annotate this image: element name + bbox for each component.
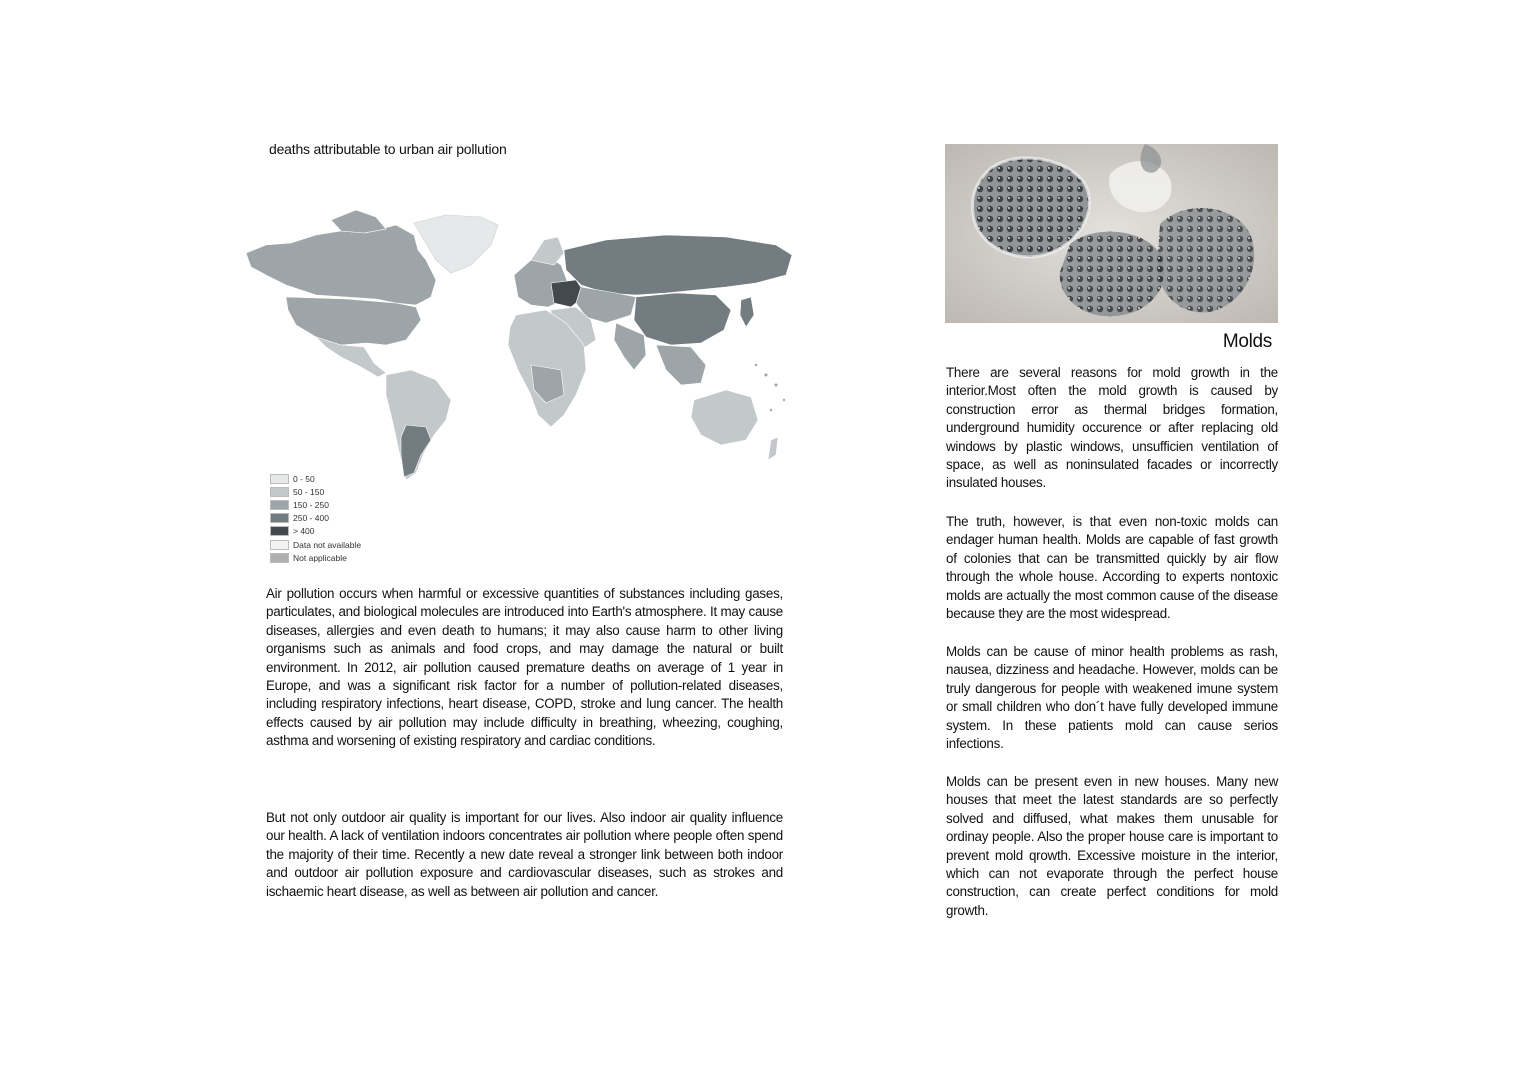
legend-swatch — [270, 513, 289, 523]
legend-label: Data not available — [293, 539, 362, 550]
map-china — [634, 293, 731, 345]
legend-item — [270, 512, 361, 525]
legend-item — [270, 498, 361, 511]
right-paragraph-2: The truth, however, is that even non-toxic molds can endager human health. Molds are capable of fast growth of colonies that can be transmitted quickly by air flow through the whole house. According to experts nontoxic molds are actually the most common cause of the disease because they are the most widespread. — [946, 514, 1278, 622]
world-map — [246, 205, 792, 490]
right-paragraph-3: Molds can be cause of minor health problems as rash, nausea, dizziness and headache. However, molds can be truly dangerous for people with weakened imune system or small children who don´t have fully developed immune system. In these patients mold can cause serios infections. — [946, 644, 1278, 752]
left-paragraph-2: But not only outdoor air quality is important for our lives. Also indoor air quality influence our health. A lack of ventilation indoors concentrates air pollution where people often spend the majority of their time. Recently a new date reveal a stronger link between both indoor and outdoor air pollution exposure and cardiovascular diseases, such as strokes and ischaemic heart disease, as well as between air pollution and cancer. — [266, 810, 783, 899]
map-japan — [740, 297, 754, 327]
map-legend — [270, 472, 361, 564]
left-paragraph-1: Air pollution occurs when harmful or excessive quantities of substances including gases, particulates, and biological molecules are introduced into Earth's atmosphere. It may cause diseases, allergies and even death to humans; it may also cause harm to other living organisms such as animals and food crops, and may damage the natural or built environment. In 2012, air pollution caused premature deaths on average of 1 year in Europe, and was a significant risk factor for a number of pollution-related diseases, including respiratory infections, heart disease, COPD, stroke and lung cancer. The health effects caused by air pollution may include difficulty in breathing, wheezing, coughing, asthma and worsening of existing respiratory and cardiac conditions. — [266, 586, 783, 749]
legend-label: 150 - 250 — [293, 499, 329, 510]
map-arctic-islands — [331, 210, 386, 233]
mold-photo — [945, 144, 1278, 323]
legend-item — [270, 538, 361, 551]
right-paragraph-1: There are several reasons for mold growth in the interior.Most often the mold growth is caused by construction error as thermal bridges formation, underground humidity occurence or after replacing old windows by plastic windows, unsufficien ventilation of space, as well as noninsulated facades or incorrectly insulated houses. — [946, 365, 1278, 491]
molds-heading: Molds — [1222, 331, 1272, 352]
legend-label: Not applicable — [293, 552, 347, 563]
legend-swatch — [270, 540, 289, 550]
map-russia — [564, 235, 792, 295]
map-usa — [286, 297, 421, 345]
legend-swatch — [270, 500, 289, 510]
legend-swatch — [270, 487, 289, 497]
legend-swatch — [270, 553, 289, 563]
map-new-zealand — [768, 437, 778, 460]
map-scandinavia — [531, 237, 564, 265]
legend-label: > 400 — [293, 526, 315, 537]
legend-item — [270, 551, 361, 564]
map-title: deaths attributable to urban air pollution — [269, 141, 507, 157]
map-canada — [246, 225, 436, 305]
map-south-america — [386, 370, 451, 480]
legend-item — [270, 472, 361, 485]
legend-label: 250 - 400 — [293, 513, 329, 524]
map-se-asia — [656, 345, 706, 385]
legend-label: 50 - 150 — [293, 486, 325, 497]
map-australia — [691, 390, 758, 445]
right-paragraph-4: Molds can be present even in new houses. Many new houses that meet the latest standards are so perfectly solved and diffused, what makes them unusable for ordinay people. Also the proper house care is important to prevent mold qrowth. Excessive moisture in the interior, which can not evaporate through the perfect house construction, can create perfect conditions for mold growth. — [946, 774, 1278, 918]
legend-item — [270, 485, 361, 498]
legend-swatch — [270, 474, 289, 484]
legend-label: 0 - 50 — [293, 473, 315, 484]
legend-swatch — [270, 526, 289, 536]
legend-item — [270, 525, 361, 538]
